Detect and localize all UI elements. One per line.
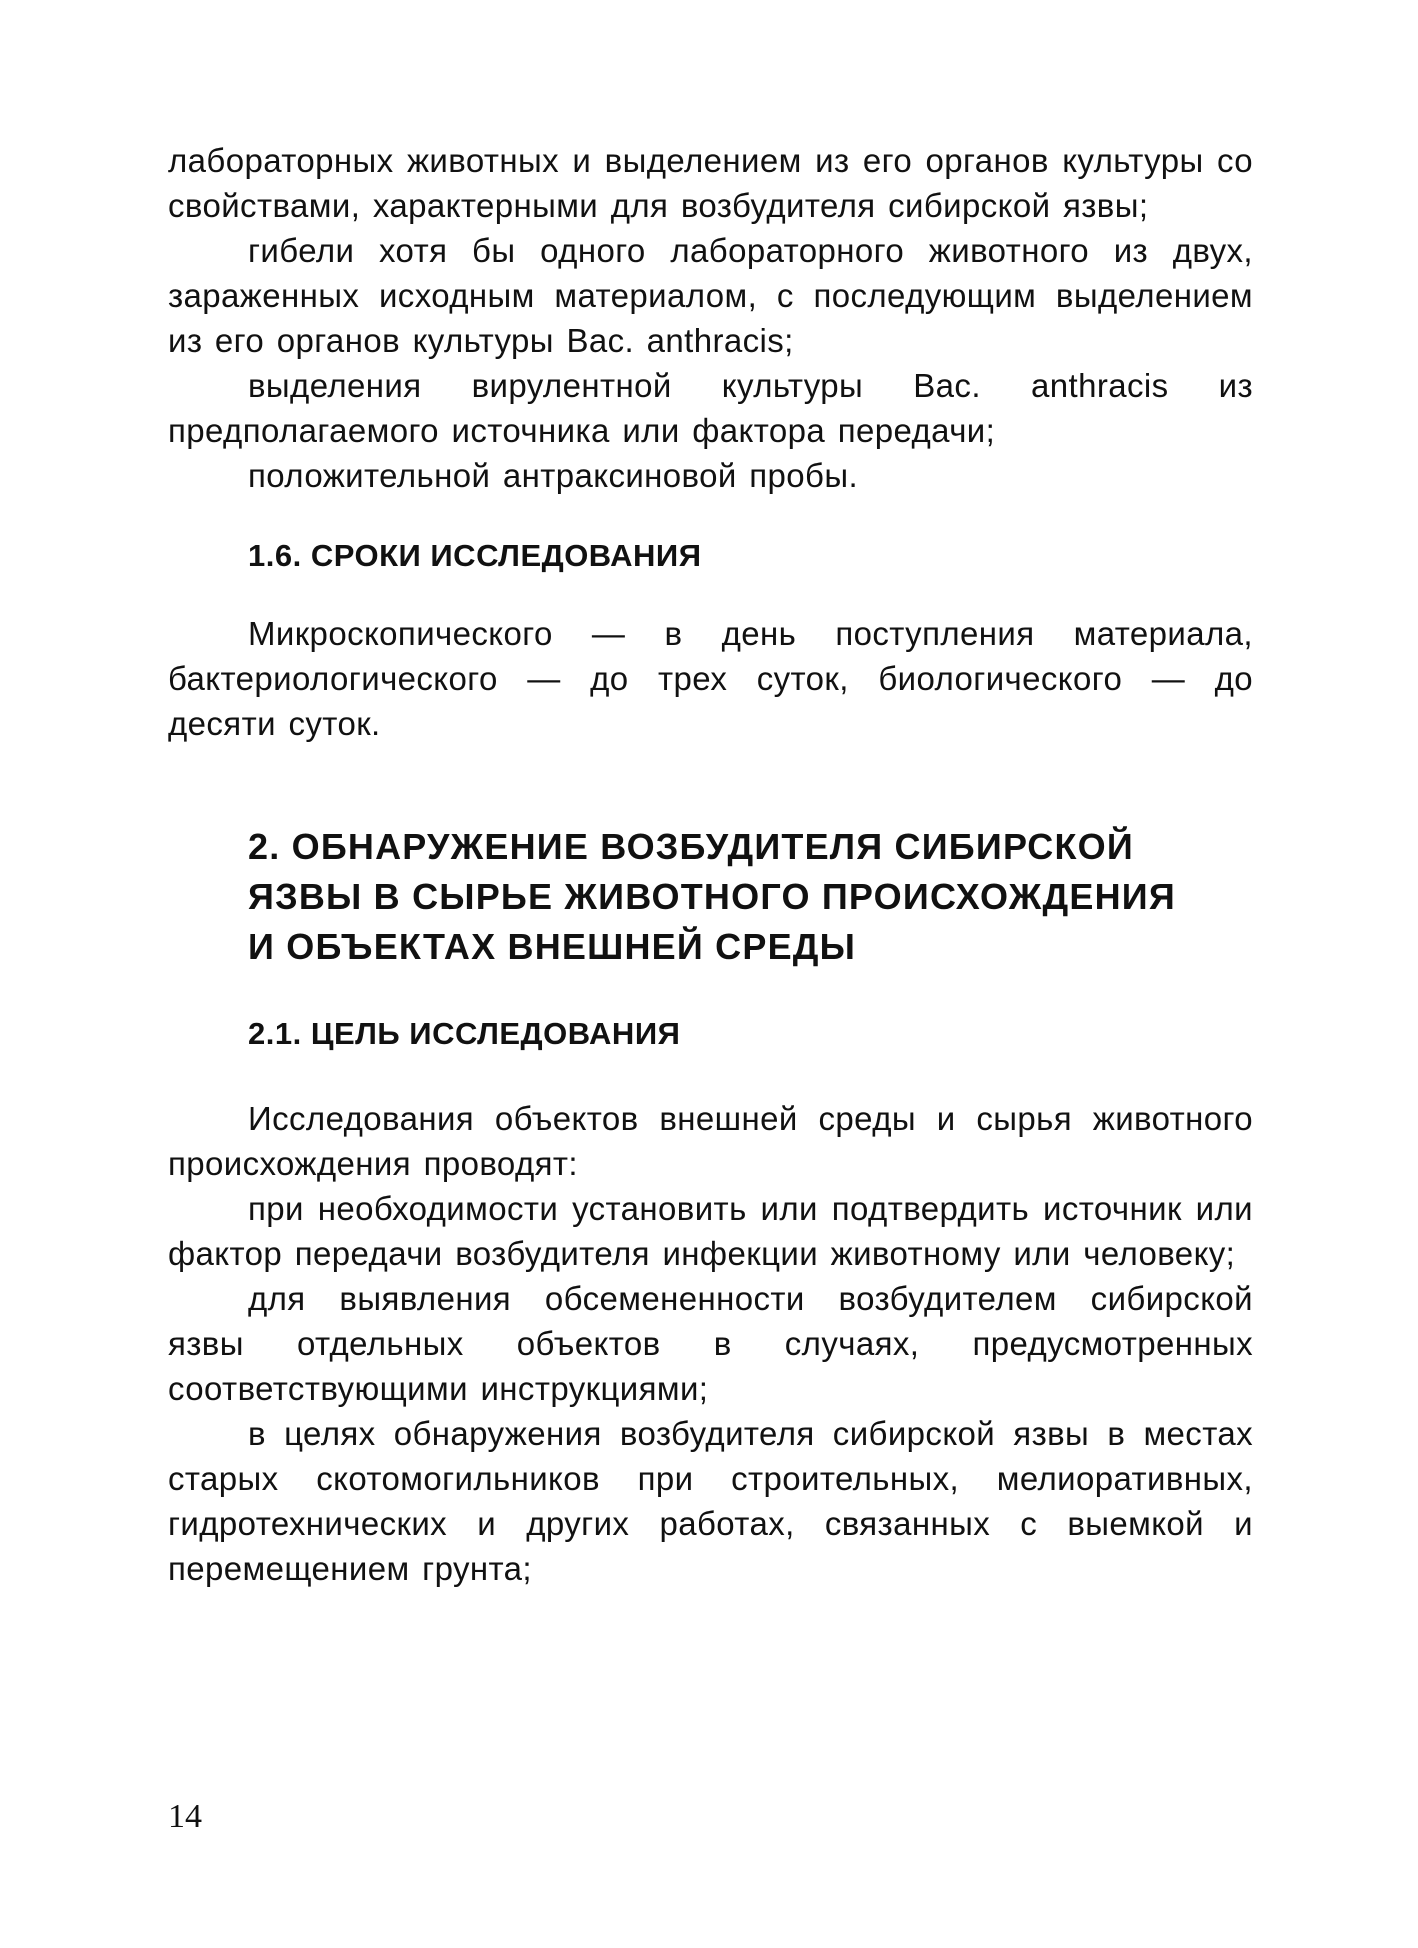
heading-section-2 (168, 822, 1253, 972)
heading-section-2-line1: 2. ОБНАРУЖЕНИЕ ВОЗБУДИТЕЛЯ СИБИРСКОЙ (248, 826, 1134, 867)
page-number: 14 (168, 1798, 202, 1835)
paragraph-purpose-contamination: для выявления обсемененности возбудителем сибирской язвы отдельных объектов в случаях, предусмотренных соответствующими инструкциями; (168, 1280, 1253, 1407)
paragraph-research-terms: Микроскопического — в день поступления материала, бактериологического — до трех суток, биологического — до десяти суток. (168, 615, 1253, 742)
heading-section-2-line2: ЯЗВЫ В СЫРЬЕ ЖИВОТНОГО ПРОИСХОЖДЕНИЯ (248, 876, 1176, 917)
paragraph-research-intro: Исследования объектов внешней среды и сырья животного происхождения проводят: (168, 1100, 1253, 1182)
paragraph-death-animal: гибели хотя бы одного лабораторного животного из двух, зараженных исходным материалом, с последующим выделением из его органов культуры Bac. anthracis; (168, 232, 1253, 359)
paragraph-purpose-burial-sites: в целях обнаружения возбудителя сибирской язвы в местах старых скотомогильников при строительных, мелиоративных, гидротехнических и других работах, связанных с выемкой и перемещением грунта; (168, 1415, 1253, 1587)
heading-2-1: 2.1. ЦЕЛЬ ИССЛЕДОВАНИЯ (248, 1016, 681, 1051)
paragraph-purpose-source: при необходимости установить или подтвердить источник или фактор передачи возбудителя инфекции животному или человеку; (168, 1190, 1253, 1272)
heading-section-2-line3: И ОБЪЕКТАХ ВНЕШНЕЙ СРЕДЫ (248, 926, 857, 967)
paragraph-virulent-culture: выделения вирулентной культуры Bac. anthracis из предполагаемого источника или фактора передачи; (168, 367, 1253, 449)
paragraph-lab-animals: лабораторных животных и выделением из его органов культуры со свойствами, характерными для возбудителя сибирской язвы; (168, 142, 1253, 224)
paragraph-anthraxin-test: положительной антраксиновой пробы. (248, 457, 859, 494)
heading-1-6: 1.6. СРОКИ ИССЛЕДОВАНИЯ (248, 538, 702, 573)
text-column (168, 138, 1253, 1591)
